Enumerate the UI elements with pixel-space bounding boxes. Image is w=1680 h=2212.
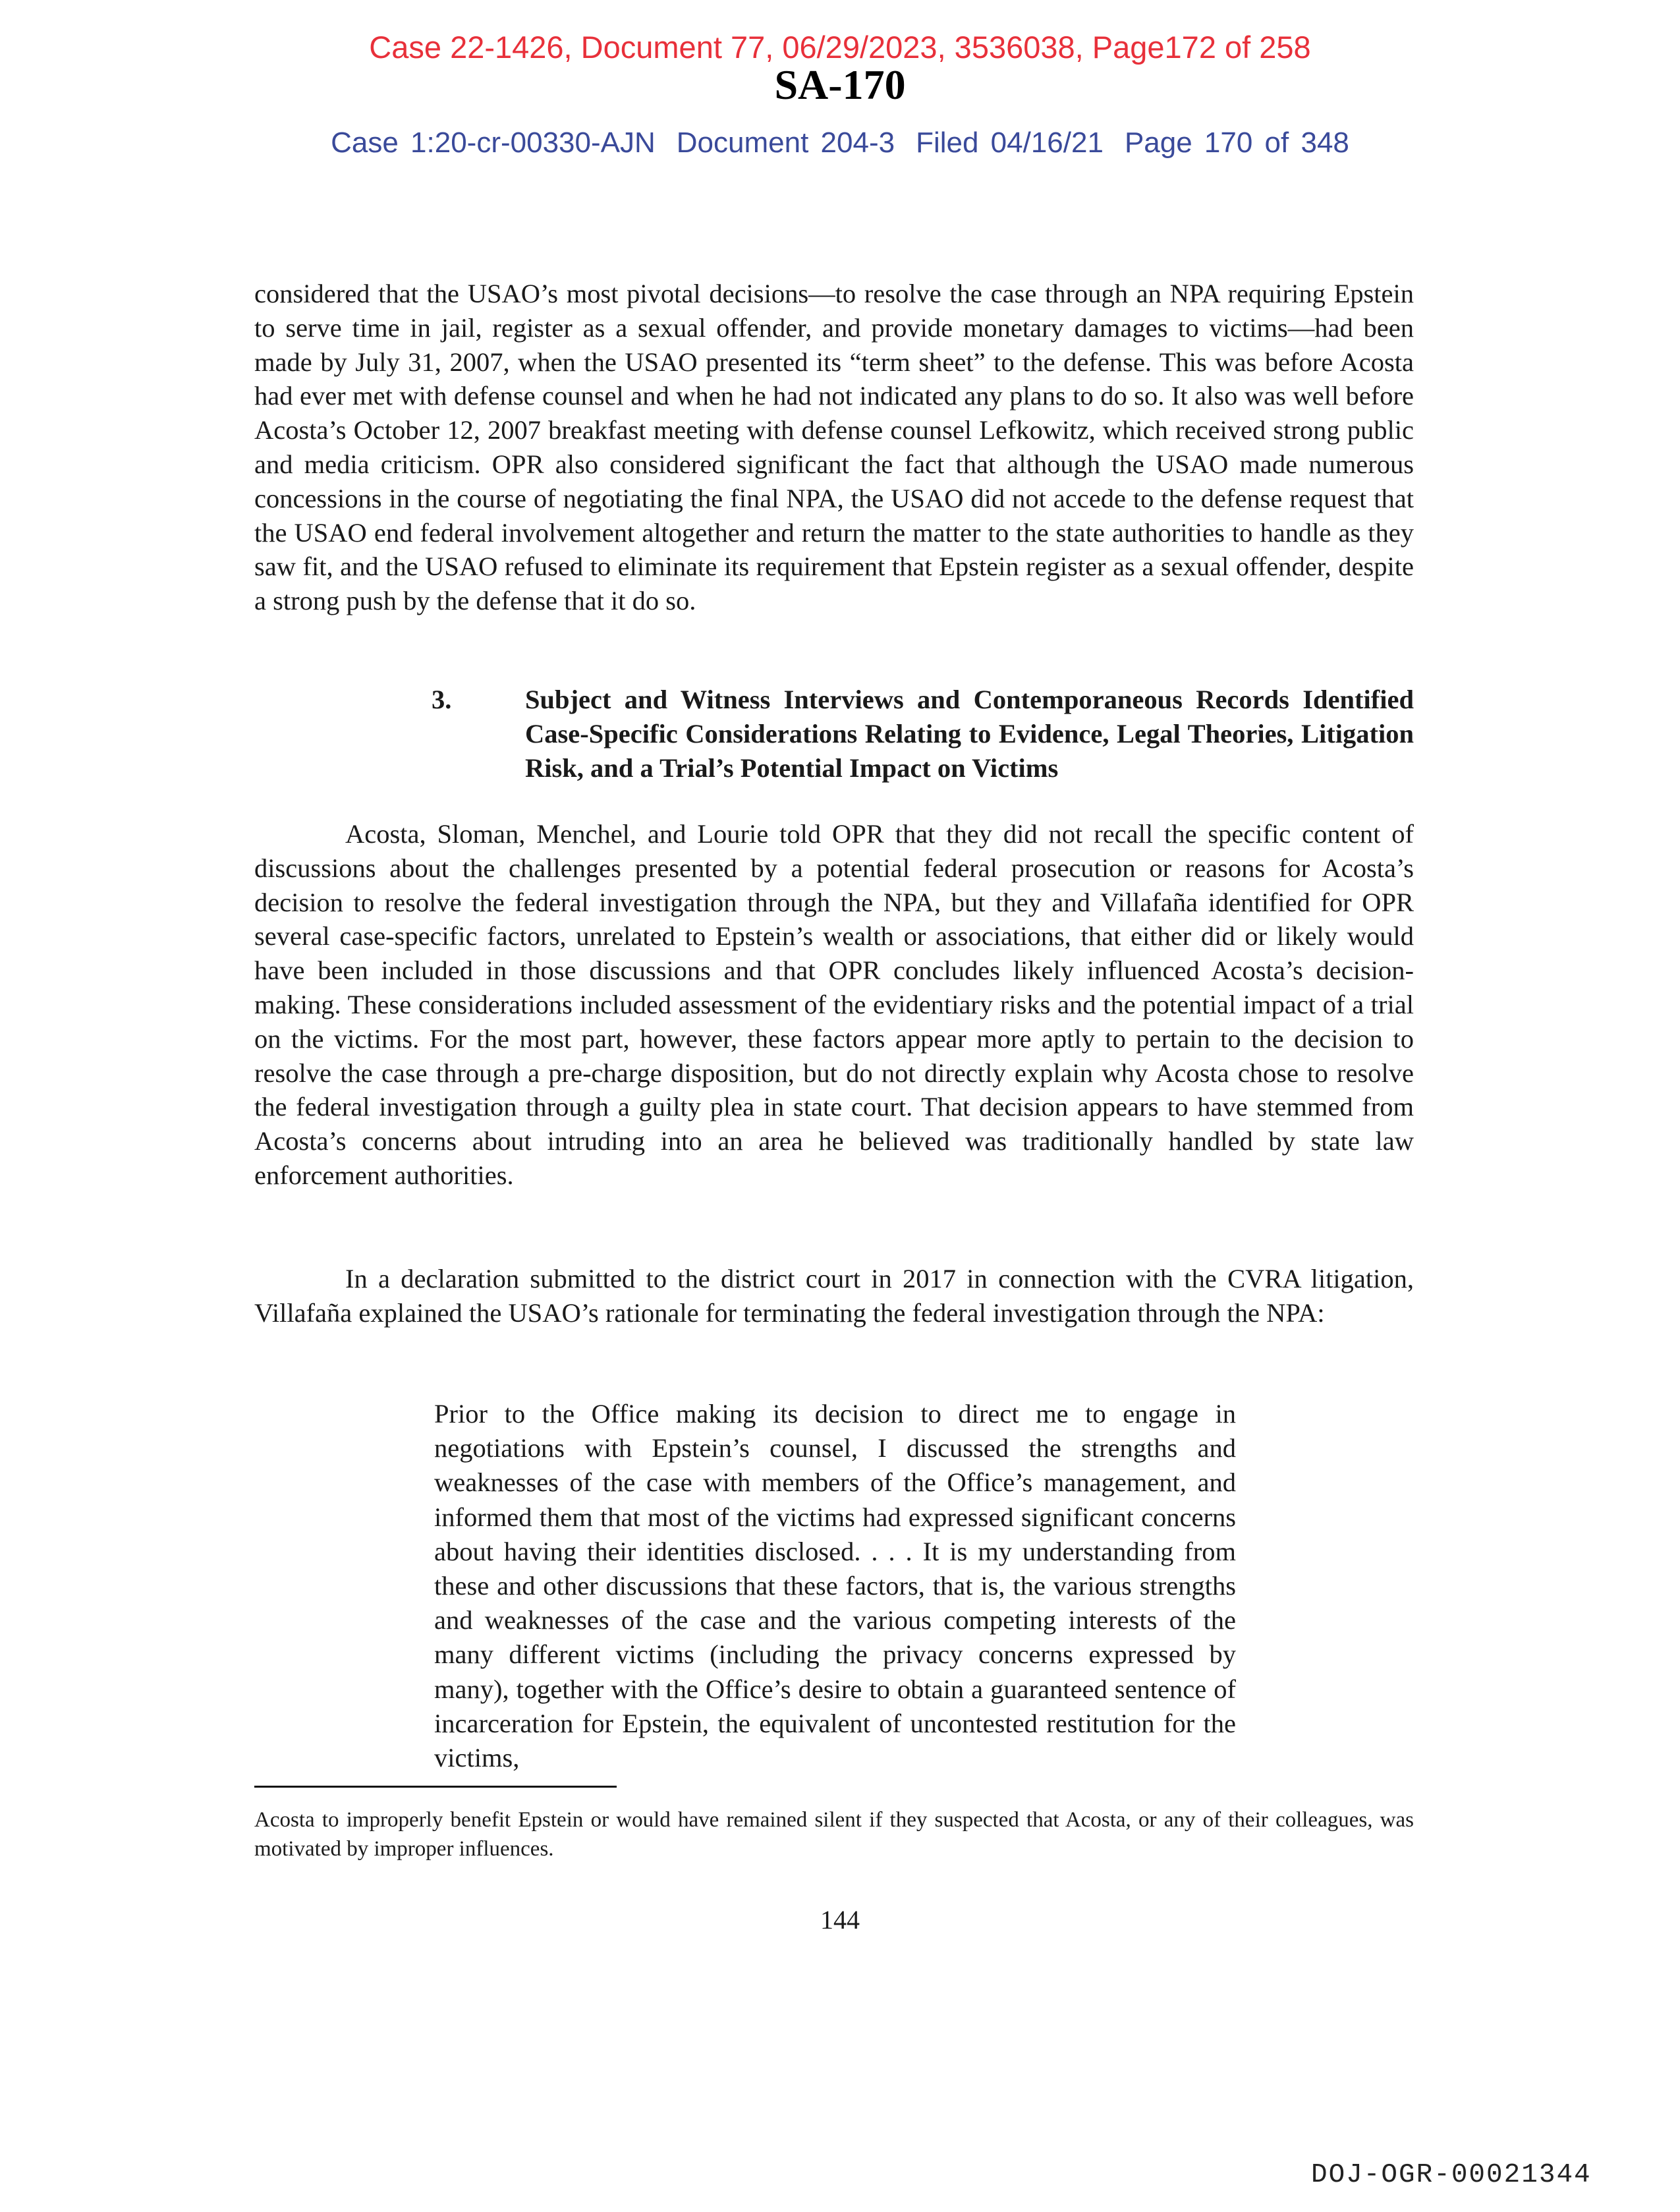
bates-number: DOJ-OGR-00021344 [1311, 2160, 1592, 2190]
appellate-case-stamp: Case 22-1426, Document 77, 06/29/2023, 3536038, Page172 of 258 [369, 30, 1311, 65]
body-paragraph-2: Acosta, Sloman, Menchel, and Lourie told OPR that they did not recall the specific content of discussions about the challenges presented by a potential federal prosecution or reasons for Acosta’s decision to resolve the federal investigation through the NPA, but they and Villafaña identified for OPR several case-specific factors, unrelated to Epstein’s wealth or associations, that either did or likely would have been included in those discussions and that OPR concludes likely influenced Acosta’s decision-making. These considerations included assessment of the evidentiary risks and the potential impact of a trial on the victims. For the most part, however, these factors appear more aptly to pertain to the decision to resolve the case through a pre-charge disposition, but do not directly explain why Acosta chose to resolve the federal investigation through a guilty plea in state court. That decision appears to have stemmed from Acosta’s concerns about intruding into an area he believed was traditionally handled by state law enforcement authorities. [254, 819, 1414, 1190]
body-paragraph-3: In a declaration submitted to the district court in 2017 in connection with the CVRA litigation, Villafaña explained the USAO’s rationale for terminating the federal investigation through the NPA: [254, 1264, 1414, 1328]
body-paragraph-1: considered that the USAO’s most pivotal decisions—to resolve the case through an NPA requiring Epstein to serve time in jail, register as a sexual offender, and provide monetary damages to victims—had been made by July 31, 2007, when the USAO presented its “term sheet” to the defense. This was before Acosta had ever met with defense counsel and when he had not indicated any plans to do so. It also was well before Acosta’s October 12, 2007 breakfast meeting with defense counsel Lefkowitz, which received strong public and media criticism. OPR also considered significant the fact that although the USAO made numerous concessions in the course of negotiating the final NPA, the USAO did not accede to the defense request that the USAO end federal involvement altogether and return the matter to the state authorities to handle as they saw fit, and the USAO refused to eliminate its requirement that Epstein register as a sexual offender, despite a strong push by the defense that it do so. [254, 279, 1414, 616]
footnote-text: Acosta to improperly benefit Epstein or would have remained silent if they suspected that Acosta, or any of their colleagues, was motivated by improper influences. [254, 1808, 1414, 1861]
footnote-divider [254, 1786, 617, 1788]
district-case-stamp [0, 127, 1680, 159]
sa-page-number: SA-170 [774, 61, 906, 108]
district-page-count: Page 170 of 348 [1124, 127, 1349, 159]
section-heading-title: Subject and Witness Interviews and Contemporaneous Records Identified Case-Specific Considerations Relating to Evidence, Legal Theories, Litigation Risk, and a Trial’s Potential Impact on Victims [525, 685, 1414, 783]
block-quote: Prior to the Office making its decision to direct me to engage in negotiations with Epstein’s counsel, I discussed the strengths and weaknesses of the case with members of the Office’s management, and informed them that most of the victims had expressed significant concerns about having their identities disclosed. . . . It is my understanding from these and other discussions that these factors, that is, the various strengths and weaknesses of the case and the various competing interests of the many different victims (including the privacy concerns expressed by many), together with the Office’s desire to obtain a guaranteed sentence of incarceration for Epstein, the equivalent of uncontested restitution for the victims, [434, 1399, 1236, 1773]
section-heading-number: 3. [432, 685, 452, 714]
district-case-number: Case 1:20-cr-00330-AJN [331, 127, 656, 159]
district-filed-date: Filed 04/16/21 [916, 127, 1104, 159]
district-document-number: Document 204-3 [676, 127, 895, 159]
page-number: 144 [820, 1905, 860, 1935]
